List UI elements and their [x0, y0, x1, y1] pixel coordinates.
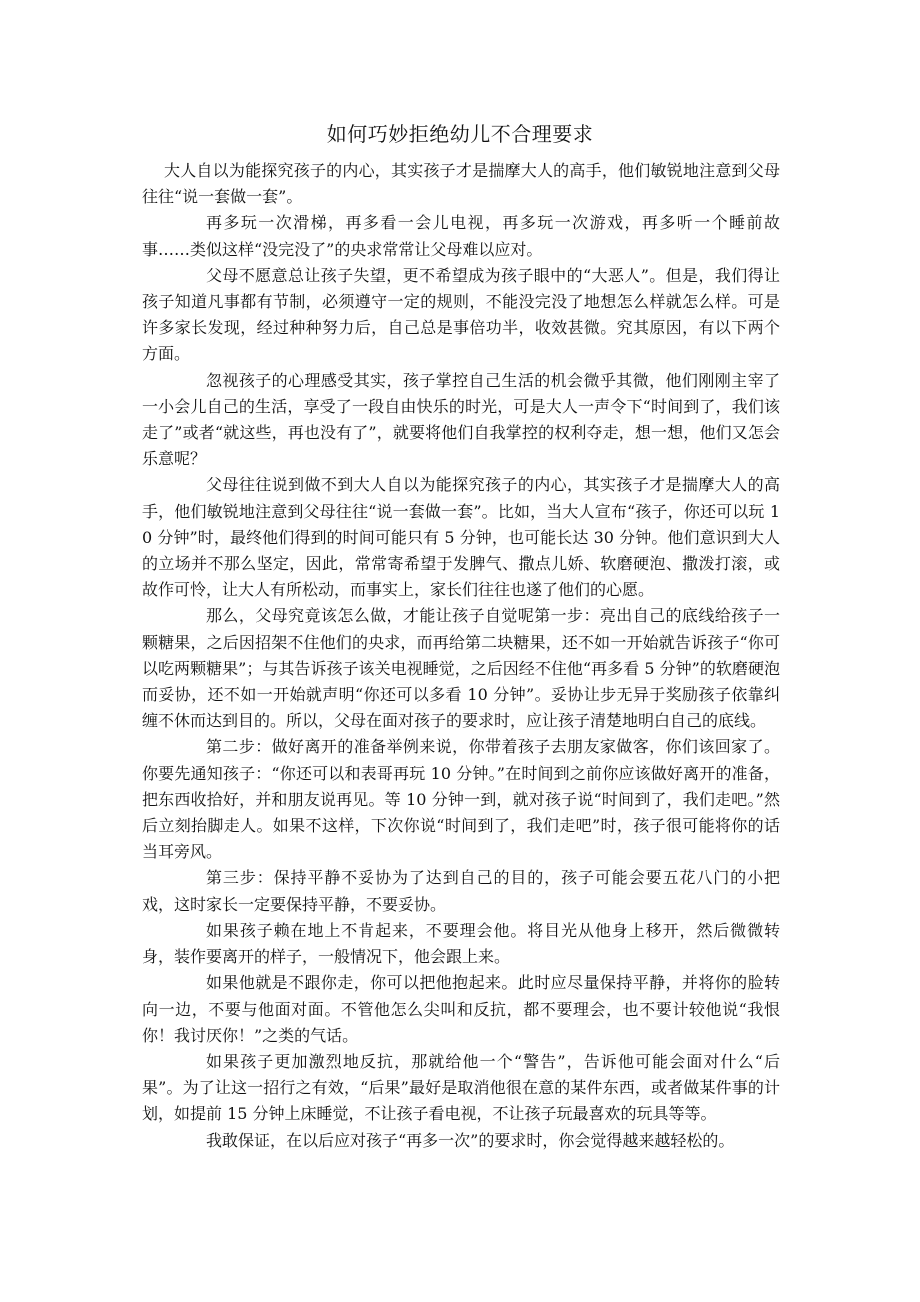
paragraph: 如果他就是不跟你走，你可以把他抱起来。此时应尽量保持平静，并将你的脸转向一边，不要与他面对面。不管他怎么尖叫和反抗，都不要理会，也不要计较他说“我恨你！我讨厌你！”之类的气话。	[142, 973, 780, 1045]
paragraph: 再多玩一次滑梯，再多看一会儿电视，再多玩一次游戏，再多听一个睡前故事……类似这样“没完没了”的央求常常让父母难以应对。	[142, 213, 780, 259]
paragraph: 忽视孩子的心理感受其实，孩子掌控自己生活的机会微乎其微，他们刚刚主宰了一小会儿自己的生活，享受了一段自由快乐的时光，可是大人一声令下“时间到了，我们该走了”或者“就这些，再也没有了”，就要将他们自我掌控的权利夺走，想一想，他们又怎会乐意呢？	[142, 370, 780, 469]
paragraph: 第二步：做好离开的准备举例来说，你带着孩子去朋友家做客，你们该回家了。你要先通知孩子：“你还可以和表哥再玩 10 分钟。”在时间到之前你应该做好离开的准备，把东西收拾好，并和朋友说再见。等 10 分钟一到，就对孩子说“时间到了，我们走吧。”然后立刻抬脚走人。如果不这样，下次你说“时间到了，我们走吧”时，孩子很可能将你的话当耳旁风。	[142, 737, 780, 862]
paragraph: 如果孩子更加激烈地反抗，那就给他一个“警告”，告诉他可能会面对什么“后果”。为了让这一招行之有效，“后果”最好是取消他很在意的某件东西，或者做某件事的计划，如提前 15 分钟上床睡觉，不让孩子看电视，不让孩子玩最喜欢的玩具等等。	[142, 1051, 780, 1124]
paragraph: 第三步：保持平静不妥协为了达到自己的目的，孩子可能会要五花八门的小把戏，这时家长一定要保持平静，不要妥协。	[142, 868, 780, 914]
paragraph: 那么，父母究竟该怎么做，才能让孩子自觉呢第一步：亮出自己的底线给孩子一颗糖果，之后因招架不住他们的央求，而再给第二块糖果，还不如一开始就告诉孩子“你可以吃两颗糖果”；与其告诉孩子该关电视睡觉，之后因经不住他“再多看 5 分钟”的软磨硬泡而妥协，还不如一开始就声明“你还可以多看 10 分钟”。妥协让步无异于奖励孩子依靠纠缠不休而达到目的。所以，父母在面对孩子的要求时，应让孩子清楚地明白自己的底线。	[142, 606, 780, 731]
paragraph: 我敢保证，在以后应对孩子“再多一次”的要求时，你会觉得越来越轻松的。	[206, 1130, 735, 1150]
document-body	[142, 158, 780, 1154]
document-title: 如何巧妙拒绝幼儿不合理要求	[326, 122, 594, 146]
paragraph: 大人自以为能探究孩子的内心，其实孩子才是揣摩大人的高手，他们敏锐地注意到父母往往“说一套做一套”。	[142, 161, 780, 207]
paragraph: 如果孩子赖在地上不肯起来，不要理会他。将目光从他身上移开，然后微微转身，装作要离开的样子，一般情况下，他会跟上来。	[142, 920, 780, 967]
paragraph: 父母往往说到做不到大人自以为能探究孩子的内心，其实孩子才是揣摩大人的高手，他们敏锐地注意到父母往往“说一套做一套”。比如，当大人宣布“孩子，你还可以玩 10 分钟”时，最终他们得到的时间可能只有 5 分钟，也可能长达 30 分钟。他们意识到大人的立场并不那么坚定，因此，常常寄希望于发脾气、撒点儿娇、软磨硬泡、撒泼打滚，或故作可怜，让大人有所松动，而事实上，家长们往往也遂了他们的心愿。	[142, 475, 780, 600]
paragraph: 父母不愿意总让孩子失望，更不希望成为孩子眼中的“大恶人”。但是，我们得让孩子知道凡事都有节制，必须遵守一定的规则，不能没完没了地想怎么样就怎么样。可是许多家长发现，经过种种努力后，自己总是事倍功半，收效甚微。究其原因，有以下两个方面。	[142, 265, 780, 364]
